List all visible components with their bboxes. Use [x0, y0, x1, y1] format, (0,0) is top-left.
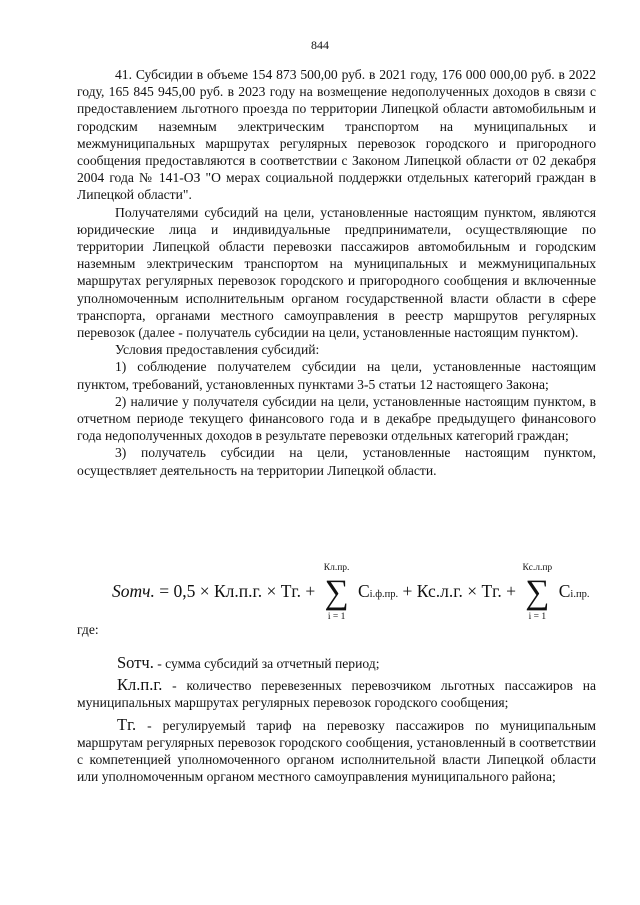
paragraph-41: 41. Субсидии в объеме 154 873 500,00 руб. в 2021 году, 176 000 000,00 руб. в 2022 году, 165 845 945,00 руб. в 2023 году на возмещение недополученных доходов в связи с предоставлением льготного проезда по территории Липецкой области автомобильным и городским наземным электрическим транспортом на муниципальных и межмуниципальных маршрутах регулярных перевозок городского и пригородного сообщения предоставляются в соответствии с Законом Липецкой области от 02 декабря 2004 года № 141-ОЗ "О мерах социальной поддержки отдельных категорий граждан в Липецкой области".	[77, 67, 596, 203]
subsidy-formula	[112, 560, 592, 622]
sum1-lower-limit: i = 1	[327, 612, 346, 622]
paragraph-condition-1: 1) соблюдение получателем субсидии на цели, установленные настоящим пунктом, требований, установленных пунктами 3-5 статьи 12 настоящего Закона;	[77, 359, 596, 392]
sum1-upper-limit: Кл.пр.	[323, 563, 350, 573]
definition-tg	[77, 716, 596, 786]
sum2-term: Ci.пр.	[558, 581, 590, 602]
sigma-symbol: ∑	[525, 574, 550, 611]
paragraph-condition-3: 3) получатель субсидии на цели, установленные настоящим пунктом, осуществляет деятельность на территории Липецкой области.	[77, 445, 596, 478]
definition-text: - регулируемый тариф на перевозку пассажиров по муниципальным маршрутам регулярных перевозок городского сообщения, установленный в соответствии с компетенцией уполномоченного органом исполнительной власти Липецкой области или уполномоченным органом местного самоуправления муниципального района;	[77, 717, 596, 785]
summation-1	[320, 563, 354, 622]
paragraph-conditions-title: Условия предоставления субсидий:	[115, 342, 320, 358]
sum1-term-subscript: i.ф.пр.	[369, 589, 399, 601]
definition-klpg	[77, 676, 596, 711]
definition-symbol: Sотч.	[117, 653, 154, 672]
sum2-term-subscript: i.пр.	[570, 589, 590, 601]
definition-text: - сумма субсидий за отчетный период;	[153, 656, 380, 671]
sum2-lower-limit: i = 1	[528, 612, 547, 622]
document-body	[77, 66, 596, 479]
summation-2	[520, 563, 554, 622]
formula-lhs: Sотч.	[112, 581, 155, 602]
sum1-term: Ci.ф.пр.	[357, 581, 399, 602]
formula-part1: = 0,5 × Кл.п.г. × Тг. +	[159, 581, 316, 602]
sum2-upper-limit: Кс.л.пр	[522, 563, 553, 573]
where-label: где:	[77, 622, 99, 637]
page-number: 844	[311, 38, 329, 52]
formula-line	[112, 563, 590, 622]
paragraph-recipients: Получателями субсидий на цели, установленные настоящим пунктом, являются юридические лица и индивидуальные предприниматели, осуществляющие по территории Липецкой области перевозки пассажиров автомобильным и городским наземным электрическим транспортом на муниципальных и межмуниципальных маршрутах регулярных перевозок городского и пригородного сообщения и включенные уполномоченным исполнительным органом государственной власти области в сфере транспорта, органами местного самоуправления в реестр маршрутов регулярных перевозок (далее - получатель субсидии на цели, установленные настоящим пунктом).	[77, 204, 596, 341]
definition-sotch	[77, 654, 596, 672]
definition-symbol: Тг.	[117, 714, 137, 734]
sigma-symbol: ∑	[324, 574, 349, 611]
formula-part2: + Кс.л.г. × Тг. +	[402, 581, 516, 602]
definition-symbol: Кл.п.г.	[117, 675, 163, 695]
definitions	[77, 654, 596, 789]
paragraph-condition-2: 2) наличие у получателя субсидии на цели, установленные настоящим пунктом, в отчетном периоде текущего финансового года и в декабре предыдущего финансового года недополученных доходов в результате перевозки отдельных категорий граждан;	[77, 393, 596, 444]
definition-text: - количество перевезенных перевозчиком льготных пассажиров на муниципальных маршрутах регулярных перевозок городского сообщения;	[77, 678, 596, 711]
